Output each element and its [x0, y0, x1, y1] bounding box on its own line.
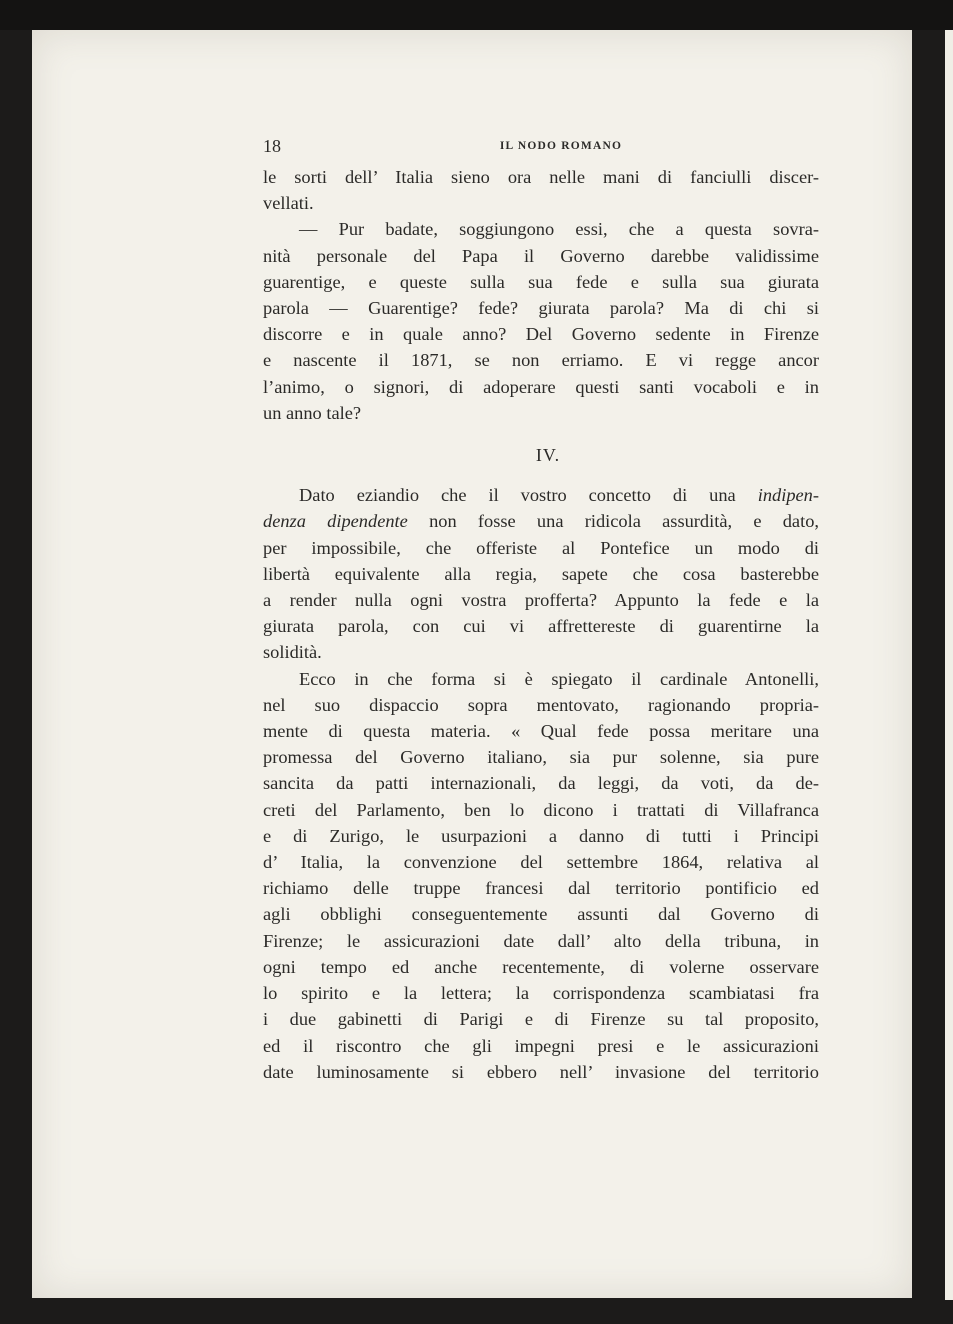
text-line: — Pur badate, soggiungono essi, che a questa sovra- — [299, 219, 819, 240]
text-line: creti del Parlamento, ben lo dicono i trattati di Villafranca — [263, 799, 819, 820]
text-line: ogni tempo ed anche recentemente, di volerne osservare — [263, 956, 819, 977]
page-number: 18 — [263, 136, 281, 156]
italic-text: denza dipendente — [263, 511, 408, 532]
text-line: le sorti dell’ Italia sieno ora nelle mani di fanciulli discer- — [263, 167, 819, 187]
text-line: l’animo, o signori, di adoperare questi santi vocaboli e in — [263, 376, 819, 397]
text-line: giurata parola, con cui vi affrettereste di guarentirne la — [263, 616, 819, 637]
text-line: discorre e in quale anno? Del Governo sedente in Firenze — [263, 324, 819, 345]
paragraph — [263, 482, 819, 665]
text-line: nità personale del Papa il Governo darebbe validissime — [263, 245, 819, 266]
section-heading: IV. — [535, 445, 561, 466]
text-line: sancita da patti internazionali, da leggi, da voti, da de- — [263, 773, 819, 794]
paragraph — [263, 216, 819, 426]
text-line: Ecco in che forma si è spiegato il cardinale Antonelli, — [299, 668, 819, 689]
text-line — [263, 482, 819, 508]
text-line: promessa del Governo italiano, sia pur solenne, sia pure — [263, 747, 819, 768]
text-line: e nascente il 1871, se non erriamo. E vi regge ancor — [263, 350, 819, 371]
text-line: vellati. — [263, 193, 314, 214]
text-line: libertà equivalente alla regia, sapete che cosa basterebbe — [263, 563, 819, 584]
text-line: nel suo dispaccio sopra mentovato, ragionando propria- — [263, 694, 819, 715]
italic-text: indipen- — [757, 485, 819, 506]
page-edge — [945, 30, 953, 1300]
text-line: e di Zurigo, le usurpazioni a danno di tutti i Principi — [263, 825, 819, 846]
paragraph — [263, 164, 819, 216]
scan-top-border — [0, 0, 953, 30]
text-line: guarentige, e queste sulla sua fede e sulla sua giurata — [263, 271, 819, 292]
text-span: non fosse una ridicola assurdità, e dato, — [407, 511, 819, 532]
text-line — [263, 508, 819, 534]
paragraph — [263, 666, 819, 1085]
text-line: un anno tale? — [263, 402, 362, 423]
text-line: mente di questa materia. « Qual fede possa meritare una — [263, 721, 819, 742]
text-line: lo spirito e la lettera; la corrispondenza scambiatasi fra — [263, 983, 819, 1004]
text-line: richiamo delle truppe francesi dal territorio pontificio ed — [263, 878, 819, 899]
running-head-title: IL NODO ROMANO — [499, 140, 623, 152]
text-line: a render nulla ogni vostra profferta? Appunto la fede e la — [263, 590, 819, 611]
text-line: solidità. — [263, 642, 322, 663]
running-head — [263, 130, 819, 164]
body-text — [263, 164, 819, 1085]
text-line: d’ Italia, la convenzione del settembre 1864, relativa al — [263, 852, 819, 873]
text-line: agli obblighi conseguentemente assunti dal Governo di — [263, 904, 819, 925]
text-line: date luminosamente si ebbero nell’ invasione del territorio — [263, 1061, 819, 1082]
text-line: parola — Guarentige? fede? giurata parola? Ma di chi si — [263, 298, 819, 319]
text-span: Dato eziandio che il vostro concetto di una — [299, 485, 758, 506]
text-line: Firenze; le assicurazioni date dall’ alto della tribuna, in — [263, 930, 819, 951]
text-line: i due gabinetti di Parigi e di Firenze su tal proposito, — [263, 1009, 819, 1030]
text-line: per impossibile, che offeriste al Pontefice un modo di — [263, 537, 819, 558]
page-content — [263, 130, 819, 1085]
text-line: ed il riscontro che gli impegni presi e le assicurazioni — [263, 1035, 819, 1056]
